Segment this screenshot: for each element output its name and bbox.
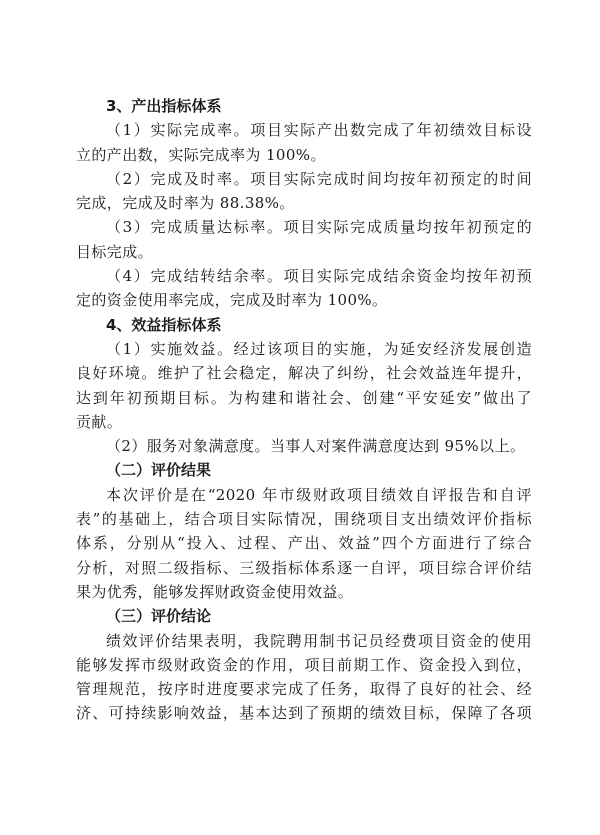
result-line-1: 本次评价是在“2020 年市级财政项目绩效自评报告和自评 — [106, 485, 532, 504]
output-item-1-line-1: （1）实际完成率。项目实际产出数完成了年初绩效目标设 — [106, 121, 532, 140]
benefit-indicators-heading: 4、效益指标体系 — [106, 315, 222, 334]
conclusion-line-3: 管理规范，按序时进度要求完成了任务，取得了良好的社会、经 — [76, 680, 532, 699]
output-item-3-line-2: 目标完成。 — [76, 242, 154, 261]
result-line-5: 果为优秀，能够发挥财政资金使用效益。 — [76, 582, 354, 601]
output-item-3-line-1: （3）完成质量达标率。项目实际完成质量均按年初预定的 — [106, 218, 532, 237]
benefit-item-1-line-2: 良好环境。维护了社会稳定，解决了纠纷，社会效益连年提升， — [76, 364, 532, 383]
output-item-1-line-2: 立的产出数，实际完成率为 100%。 — [76, 145, 326, 164]
result-line-2: 表”的基础上，结合项目实际情况，围绕项目支出绩效评价指标 — [76, 510, 532, 529]
output-item-2-line-1: （2）完成及时率。项目实际完成时间均按年初预定的时间 — [106, 169, 532, 188]
benefit-item-1-line-1: （1）实施效益。经过该项目的实施，为延安经济发展创造 — [106, 339, 532, 358]
output-item-4-line-1: （4）完成结转结余率。项目实际完成结余资金均按年初预 — [106, 267, 532, 286]
benefit-item-1-line-4: 贡献。 — [76, 412, 123, 431]
evaluation-result-heading: （二）评价结果 — [106, 461, 212, 480]
evaluation-conclusion-heading: （三）评价结论 — [106, 607, 212, 626]
conclusion-line-4: 济、可持续影响效益，基本达到了预期的绩效目标，保障了各项 — [76, 704, 532, 723]
document-body — [76, 94, 532, 726]
conclusion-line-2: 能够发挥市级财政资金的作用，项目前期工作、资金投入到位， — [76, 655, 532, 674]
result-line-3: 体系，分别从“投入、过程、产出、效益”四个方面进行了综合 — [76, 534, 532, 553]
output-indicators-heading: 3、产出指标体系 — [106, 97, 222, 115]
output-item-2-line-2: 完成，完成及时率为 88.38%。 — [76, 194, 295, 213]
conclusion-line-1: 绩效评价结果表明，我院聘用制书记员经费项目资金的使用 — [106, 631, 532, 650]
result-line-4: 分析，对照二级指标、三级指标体系逐一自评，项目综合评价结 — [76, 558, 532, 577]
benefit-item-2-line-1: （2）服务对象满意度。当事人对案件满意度达到 95%以上。 — [106, 437, 526, 456]
benefit-item-1-line-3: 达到年初预期目标。为构建和谐社会、创建“平安延安”做出了 — [76, 388, 532, 407]
output-item-4-line-2: 定的资金使用率完成，完成及时率为 100%。 — [76, 291, 388, 310]
